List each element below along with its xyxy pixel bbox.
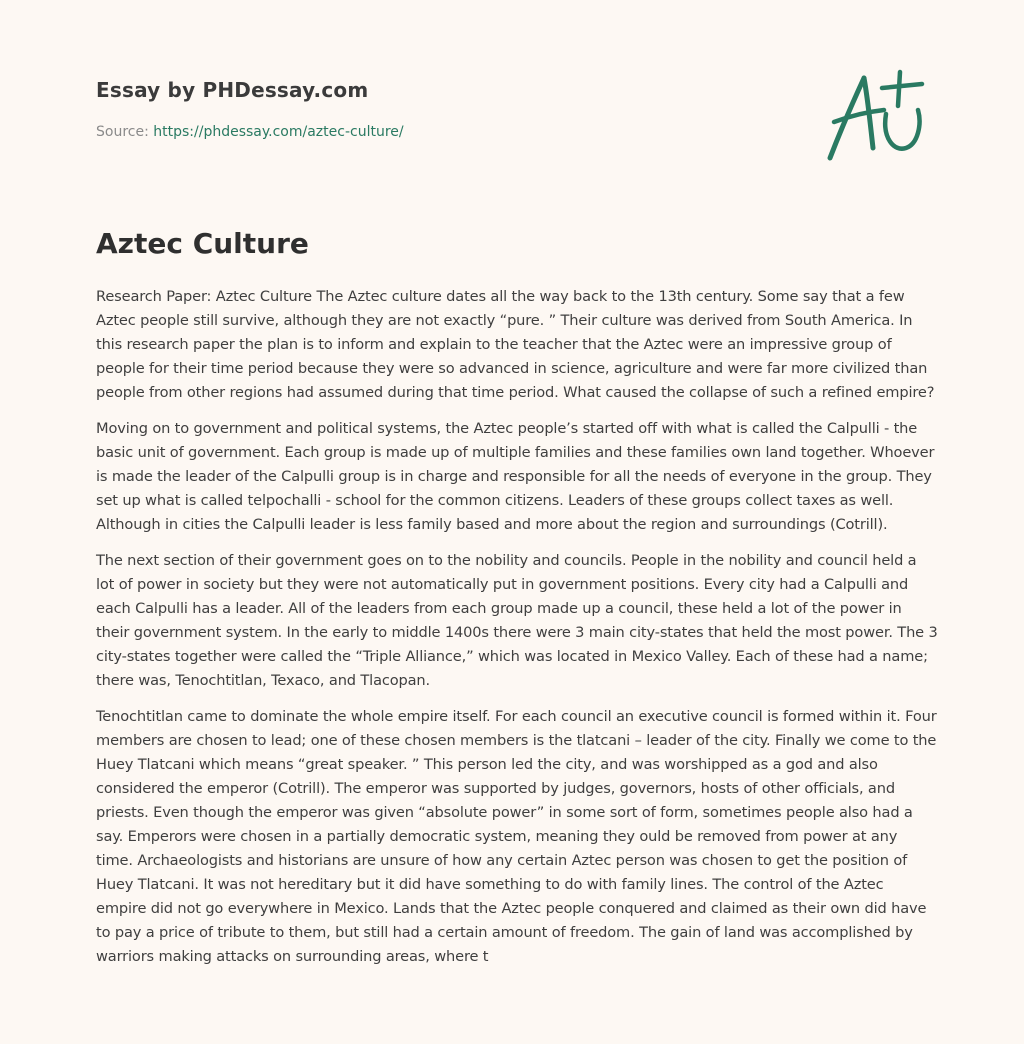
source-line (96, 122, 796, 142)
source-label: Source: (96, 124, 154, 140)
essay-paragraph: Research Paper: Aztec Culture The Aztec culture dates all the way back to the 13th century. Some say that a few Aztec people still survive, although they are not exactly “pure. ” Their culture was derived from South America. In this research paper the plan is to inform and explain to the teacher that the Aztec were an impressive group of people for their time period because they were so advanced in science, agriculture and were far more civilized than people from other regions had assumed during that time period. What caused the collapse of such a refined empire? (96, 288, 935, 401)
site-brand: Essay by PHDessay.com (96, 78, 369, 102)
essay-paragraph: The next section of their government goes on to the nobility and councils. People in the nobility and council held a lot of power in society but they were not automatically put in government positions. Every city had a Calpulli and each Calpulli has a leader. All of the leaders from each group made up a council, these held a lot of the power in their government system. In the early to middle 1400s there were 3 main city-states that held the most power. The 3 city-states together were called the “Triple Alliance,” which was located in Mexico Valley. Each of these had a name; there was, Tenochtitlan, Texaco, and Tlacopan. (96, 552, 938, 689)
essay-title: Aztec Culture (96, 227, 309, 260)
essay-paragraph: Tenochtitlan came to dominate the whole empire itself. For each council an executive council is formed within it. Four members are chosen to lead; one of these chosen members is the tlatcani – leader of the city. Finally we come to the Huey Tlatcani which means “great speaker. ” This person led the city, and was worshipped as a god and also considered the emperor (Cotrill). The emperor was supported by judges, governors, hosts of other officials, and priests. Even though the emperor was given “absolute power” in some sort of form, sometimes people also had a say. Emperors were chosen in a partially democratic system, meaning they ould be removed from power at any time. Archaeologists and historians are unsure of how any certain Aztec person was chosen to get the position of Huey Tlatcani. It was not hereditary but it did have something to do with family lines. The control of the Aztec empire did not go everywhere in Mexico. Lands that the Aztec people conquered and claimed as their own did have to pay a price of tribute to them, but still had a certain amount of freedom. The gain of land was accomplished by warriors making attacks on surrounding areas, where t (96, 708, 937, 965)
source-link[interactable]: https://phdessay.com/aztec-culture/ (153, 124, 404, 140)
page-header (96, 76, 796, 142)
essay-paragraph: Moving on to government and political systems, the Aztec people’s started off with what is called the Calpulli - the basic unit of government. Each group is made up of multiple families and these families own land together. Whoever is made the leader of the Calpulli group is in charge and responsible for all the needs of everyone in the group. They set up what is called telpochalli - school for the common citizens. Leaders of these groups collect taxes as well. Although in cities the Calpulli leader is less family based and more about the region and surroundings (Cotrill). (96, 420, 935, 533)
essay-body (96, 285, 938, 981)
a-plus-grade-icon (818, 66, 928, 166)
